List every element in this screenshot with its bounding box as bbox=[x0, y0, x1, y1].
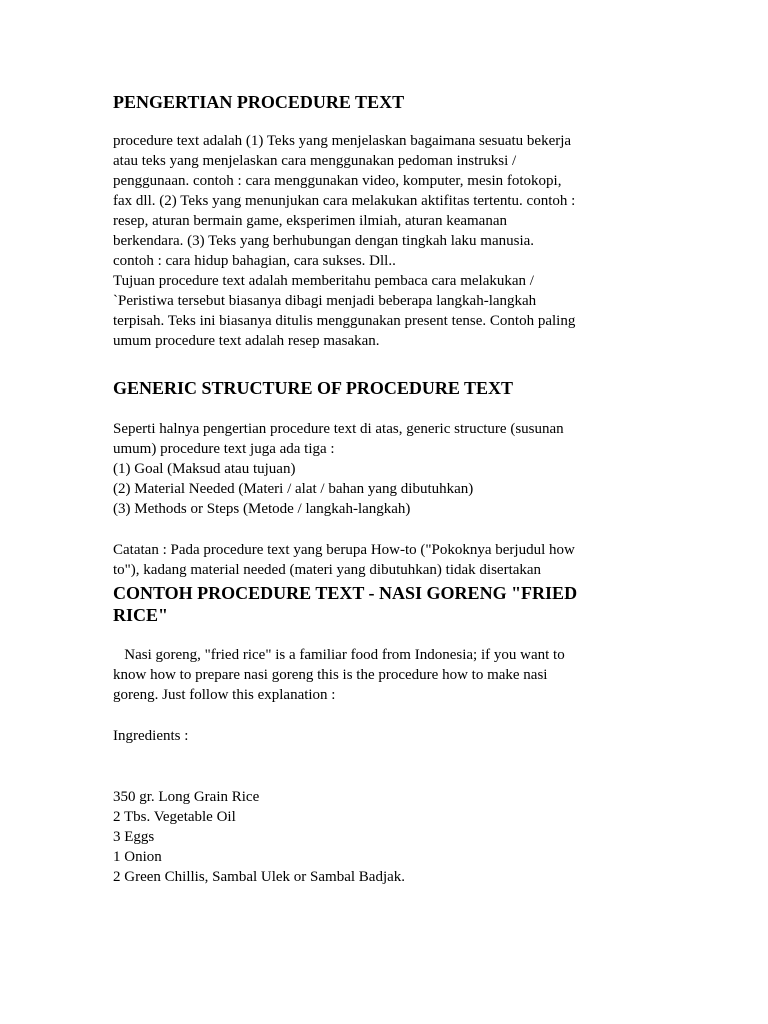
text-line: Catatan : Pada procedure text yang berupa How-to ("Pokoknya berjudul how bbox=[113, 542, 575, 558]
heading-line: RICE" bbox=[113, 605, 169, 625]
ingredients-list bbox=[113, 787, 405, 887]
heading-contoh bbox=[113, 582, 577, 626]
list-item: (3) Methods or Steps (Metode / langkah-langkah) bbox=[113, 501, 411, 517]
heading-generic-structure: GENERIC STRUCTURE OF PROCEDURE TEXT bbox=[113, 378, 514, 398]
text-line: Nasi goreng, "fried rice" is a familiar food from Indonesia; if you want to bbox=[113, 647, 565, 663]
heading-pengertian: PENGERTIAN PROCEDURE TEXT bbox=[113, 92, 405, 112]
text-line: Seperti halnya pengertian procedure text di atas, generic structure (susunan bbox=[113, 421, 564, 437]
list-item: 1 Onion bbox=[113, 849, 162, 865]
ingredients-label: Ingredients : bbox=[113, 728, 189, 744]
text-line: umum procedure text adalah resep masakan. bbox=[113, 333, 380, 349]
text-line: resep, aturan bermain game, eksperimen ilmiah, aturan keamanan bbox=[113, 213, 507, 229]
list-item: 2 Tbs. Vegetable Oil bbox=[113, 809, 236, 825]
paragraph-catatan bbox=[113, 540, 575, 580]
paragraph-generic-structure bbox=[113, 419, 564, 519]
text-line: goreng. Just follow this explanation : bbox=[113, 687, 336, 703]
text-line: contoh : cara hidup bahagian, cara sukses. Dll.. bbox=[113, 253, 396, 269]
list-item: 2 Green Chillis, Sambal Ulek or Sambal Badjak. bbox=[113, 869, 406, 885]
list-item: (1) Goal (Maksud atau tujuan) bbox=[113, 461, 296, 477]
text-line: to"), kadang material needed (materi yang dibutuhkan) tidak disertakan bbox=[113, 562, 542, 578]
text-line: penggunaan. contoh : cara menggunakan video, komputer, mesin fotokopi, bbox=[113, 173, 562, 189]
text-line: know how to prepare nasi goreng this is the procedure how to make nasi bbox=[113, 667, 548, 683]
text-line: terpisah. Teks ini biasanya ditulis menggunakan present tense. Contoh paling bbox=[113, 313, 576, 329]
paragraph-nasi-goreng-intro bbox=[113, 645, 565, 705]
paragraph-definition bbox=[113, 131, 575, 351]
text-line: berkendara. (3) Teks yang berhubungan dengan tingkah laku manusia. bbox=[113, 233, 535, 249]
text-line: Tujuan procedure text adalah memberitahu pembaca cara melakukan / bbox=[113, 273, 534, 289]
text-line: `Peristiwa tersebut biasanya dibagi menjadi beberapa langkah-langkah bbox=[113, 293, 537, 309]
text-line: fax dll. (2) Teks yang menunjukan cara melakukan aktifitas tertentu. contoh : bbox=[113, 193, 576, 209]
text-line: umum) procedure text juga ada tiga : bbox=[113, 441, 335, 457]
heading-line: CONTOH PROCEDURE TEXT - NASI GORENG "FRIED bbox=[113, 583, 578, 603]
list-item: 3 Eggs bbox=[113, 829, 155, 845]
text-line: procedure text adalah (1) Teks yang menjelaskan bagaimana sesuatu bekerja bbox=[113, 133, 572, 149]
list-item: 350 gr. Long Grain Rice bbox=[113, 789, 260, 805]
list-item: (2) Material Needed (Materi / alat / bahan yang dibutuhkan) bbox=[113, 481, 474, 497]
text-line: atau teks yang menjelaskan cara menggunakan pedoman instruksi / bbox=[113, 153, 517, 169]
